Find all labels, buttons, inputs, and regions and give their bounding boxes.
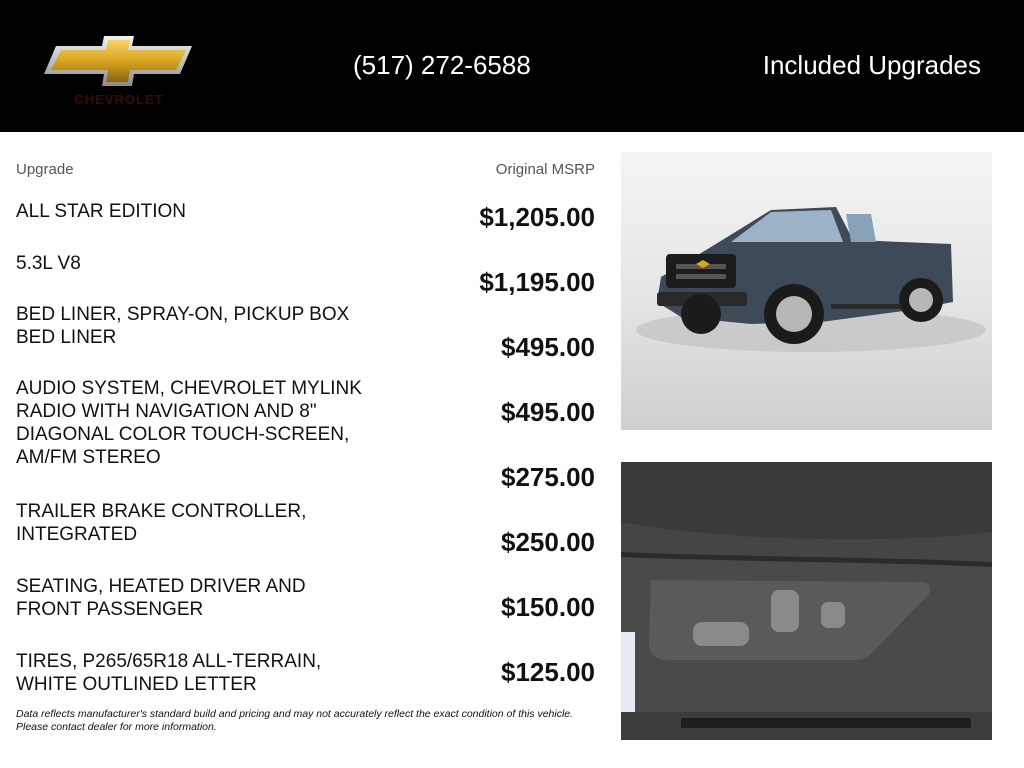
seat-controls-photo — [621, 462, 992, 740]
logo-wordmark: CHEVROLET — [74, 92, 164, 107]
page-title: Included Upgrades — [762, 50, 981, 80]
disclaimer-text: Data reflects manufacturer's standard build and pricing and may not accurately reflect the exact condition of this vehicle. Please contact dealer for more information. — [16, 708, 574, 733]
chevrolet-logo — [44, 34, 194, 114]
bowtie-icon — [44, 34, 194, 90]
msrp-price: $1,195.00 — [479, 267, 595, 297]
msrp-price: $150.00 — [501, 592, 595, 622]
msrp-price: $250.00 — [501, 527, 595, 557]
upgrade-item: AUDIO SYSTEM, CHEVROLET MYLINK RADIO WITH NAVIGATION AND 8" DIAGONAL COLOR TOUCH-SCREEN, AM/FM STEREO — [16, 378, 362, 468]
upgrade-item: TIRES, P265/65R18 ALL-TERRAIN, WHITE OUTLINED LETTER — [16, 651, 322, 695]
truck-photo — [621, 152, 992, 430]
dealer-phone[interactable]: (517) 272-6588 — [353, 50, 531, 80]
upgrade-item: 5.3L V8 — [16, 253, 81, 274]
upgrade-item: TRAILER BRAKE CONTROLLER, INTEGRATED — [16, 501, 307, 545]
msrp-price: $125.00 — [501, 657, 595, 687]
upgrade-item: SEATING, HEATED DRIVER AND FRONT PASSENGER — [16, 576, 306, 620]
upgrade-item: BED LINER, SPRAY-ON, PICKUP BOX BED LINER — [16, 304, 350, 348]
msrp-price: $495.00 — [501, 397, 595, 427]
column-header-msrp: Original MSRP — [495, 161, 595, 178]
column-header-upgrade: Upgrade — [16, 161, 74, 178]
header-bar — [0, 0, 1024, 132]
msrp-price: $495.00 — [501, 332, 595, 362]
upgrade-item: ALL STAR EDITION — [16, 201, 186, 222]
msrp-price: $275.00 — [501, 462, 595, 492]
msrp-price: $1,205.00 — [479, 202, 595, 232]
